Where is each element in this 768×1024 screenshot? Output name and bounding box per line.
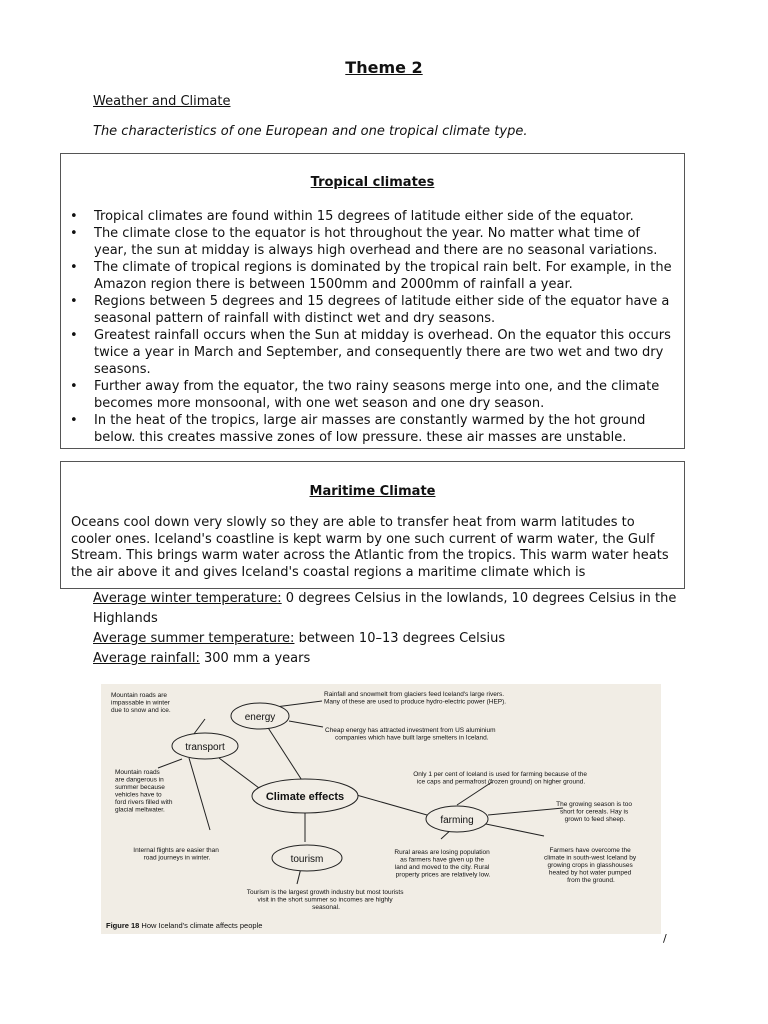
note-tourism: Tourism is the largest growth industry but most tourists visit in the short summer so incomes are highly seasonal. (246, 889, 404, 911)
winter-temp-value: 0 degrees Celsius in the lowlands, 10 degrees Celsius in the Highlands (93, 591, 677, 626)
section-subheading: Weather and Climate (93, 94, 231, 109)
rainfall-line (93, 649, 703, 669)
connector-line (158, 759, 182, 768)
page-title: Theme 2 (345, 58, 423, 77)
bullet-item: • Regions between 5 degrees and 15 degrees of latitude either side of the equator have a seasonal pattern of rainfall with distinct wet and dry seasons. (94, 293, 674, 327)
connector-line (481, 823, 544, 836)
bullet-item: • Further away from the equator, the two rainy seasons merge into one, and the climate becomes more monsoonal, with one wet season and one dry season. (94, 378, 674, 412)
connector-line (353, 794, 427, 815)
page-mark: / (663, 932, 667, 945)
maritime-climate-title: Maritime Climate (309, 484, 436, 499)
summer-temp-value: between 10–13 degrees Celsius (294, 631, 506, 646)
winter-temp-line (93, 589, 703, 629)
note-growing-season: The growing season is too short for cereals. Hay is grown to feed sheep. (556, 801, 633, 823)
connector-line (488, 808, 563, 815)
farming-label: farming (440, 815, 474, 826)
note-farmers-overcome: Farmers have overcome the climate in south-west Iceland by growing crops in glasshouses heated by hot water pumped from the ground. (544, 847, 637, 884)
summer-temp-label: Average summer temperature: (93, 631, 295, 646)
rainfall-label: Average rainfall: (93, 651, 200, 666)
bullet-item: • The climate of tropical regions is dominated by the tropical rain belt. For example, in the Amazon region there is between 1500mm and 2000mm of rainfall a year. (94, 259, 674, 293)
bullet-item: • Greatest rainfall occurs when the Sun at midday is overhead. On the equator this occurs twice a year in March and September, and consequently there are two wet and two dry seasons. (94, 327, 674, 378)
note-flights: Internal flights are easier than road journeys in winter. (133, 847, 219, 862)
connector-line (189, 758, 210, 830)
intro-text: The characteristics of one European and one tropical climate type. (93, 124, 528, 139)
note-mountain-roads-winter: Mountain roads are impassable in winter due to snow and ice. (111, 692, 171, 714)
note-farming-share: Only 1 per cent of Iceland is used for farming because of the ice caps and permafrost (frozen ground) on higher ground. (413, 771, 587, 786)
tropical-climates-title: Tropical climates (310, 175, 435, 190)
tourism-label: tourism (290, 854, 324, 865)
bullet-item: • The climate close to the equator is hot throughout the year. No matter what time of year, the sun at midday is always high overhead and there are no seasonal variations. (94, 225, 674, 259)
connector-line (265, 723, 305, 785)
note-rainfall-snowmelt: Rainfall and snowmelt from glaciers feed Iceland's large rivers. Many of these are used to produce hydro-electric power (HEP). (324, 691, 507, 706)
iceland-climate-stats (93, 589, 703, 669)
figure-caption: Figure 18 How Iceland's climate affects people (106, 921, 263, 930)
connector-line (219, 758, 259, 788)
climate-effects-label: Climate effects (265, 791, 345, 803)
tropical-bullet-list (61, 208, 684, 446)
bullet-item: • Tropical climates are found within 15 degrees of latitude either side of the equator. (94, 208, 674, 225)
maritime-paragraph: Oceans cool down very slowly so they are able to transfer heat from warm latitudes to cooler ones. Iceland's coastline is kept warm by one such current of warm water, the Gulf Stream. This brings warm water across the Atlantic from the tropics. This warm water heats the air above it and gives Iceland's coastal regions a maritime climate which is (71, 515, 669, 580)
tropical-climates-box (60, 153, 685, 449)
climate-effects-diagram (101, 684, 661, 934)
note-rural-areas: Rural areas are losing population as farmers have given up the land and moved to the city. Rural property prices are relatively low. (394, 849, 491, 879)
connector-line (289, 721, 323, 727)
bullet-item: • In the heat of the tropics, large air masses are constantly warmed by the hot ground below. this creates massive zones of low pressure. these air masses are unstable. (94, 412, 674, 446)
energy-label: energy (244, 712, 276, 723)
summer-temp-line (93, 629, 703, 649)
note-cheap-energy: Cheap energy has attracted investment from US aluminium companies which have built large smelters in Iceland. (325, 727, 496, 742)
transport-label: transport (185, 742, 225, 753)
note-mountain-roads-summer: Mountain roads are dangerous in summer because vehicles have to ford rivers filled with glacial meltwater. (115, 769, 173, 814)
rainfall-value: 300 mm a years (199, 651, 311, 666)
winter-temp-label: Average winter temperature: (93, 591, 282, 606)
maritime-climate-box (60, 461, 685, 589)
